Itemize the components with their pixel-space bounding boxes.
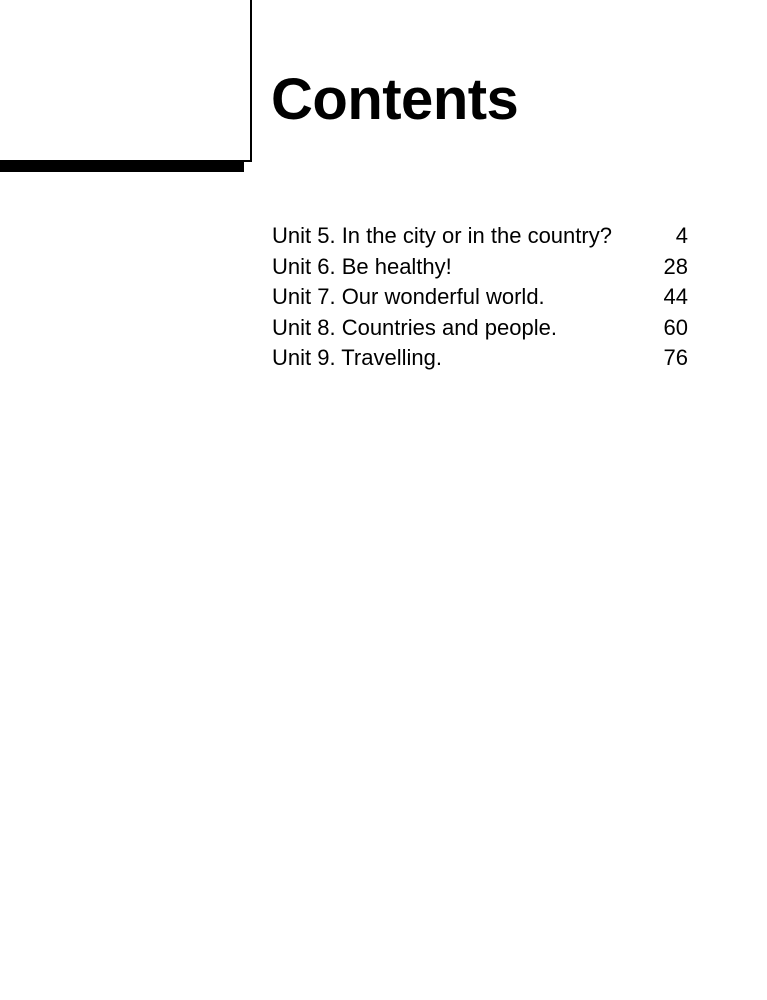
- toc-entry-label: Unit 5. In the city or in the country?: [272, 223, 612, 248]
- toc-entry-label: Unit 6. Be healthy!: [272, 253, 452, 279]
- toc-entry-unit-9[interactable]: [272, 343, 688, 374]
- toc-entry-unit-6[interactable]: [272, 252, 688, 283]
- table-of-contents: [272, 221, 688, 374]
- corner-frame: [0, 0, 252, 162]
- toc-entry-label: Unit 7. Our wonderful world.: [272, 284, 545, 309]
- toc-entry-unit-8[interactable]: [272, 313, 688, 344]
- toc-entry-label: Unit 9. Travelling.: [272, 345, 442, 370]
- toc-entry-unit-7[interactable]: [272, 282, 688, 313]
- corner-frame-shadow: [0, 162, 244, 172]
- toc-entry-page-number: 76: [663, 345, 688, 370]
- toc-entry-label: Unit 8. Countries and people.: [272, 314, 557, 340]
- toc-entry-page-number: 28: [663, 253, 688, 279]
- toc-entry-page-number: 44: [663, 284, 688, 309]
- toc-entry-page-number: 60: [663, 314, 688, 340]
- toc-entry-unit-5[interactable]: [272, 221, 688, 252]
- toc-entry-page-number: 4: [675, 223, 688, 248]
- page-title: Contents: [271, 67, 519, 132]
